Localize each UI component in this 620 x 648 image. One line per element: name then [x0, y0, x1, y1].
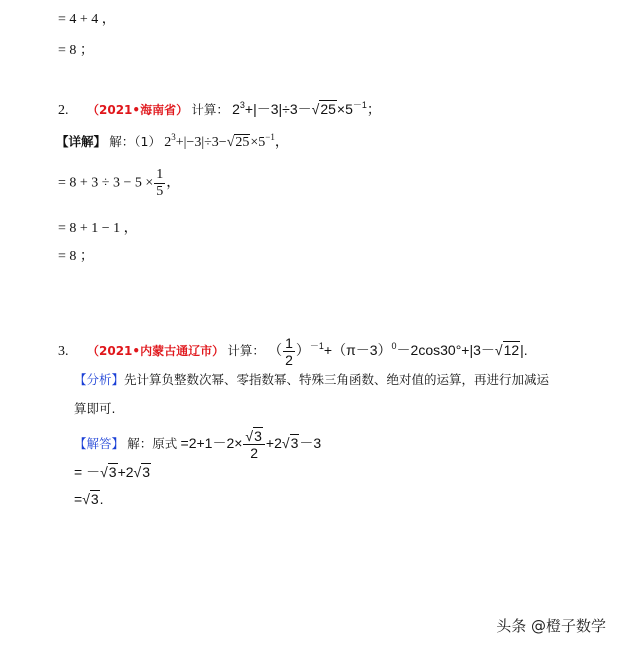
solution-prefix: 解：（1） [109, 134, 161, 149]
sqrt-icon: √3 [281, 435, 299, 452]
answer-prefix: 解：原式 [127, 436, 178, 452]
problem-expression: （ $\frac{1}{2}$ ）$^{-1}+(\pi-3)^0-2\cos 30^\circ+|3-√12|$. [268, 335, 528, 368]
answer-line-1 [74, 428, 321, 461]
answer-expression: =2+1－2× $\frac{√3}{2}$ +2√3－3 [180, 428, 322, 461]
answer-line-2: = －√3+2√3 [74, 464, 151, 480]
analysis-line-1 [74, 371, 549, 389]
answer-line-3: =√3. [74, 491, 104, 507]
sqrt-icon: √12 [494, 342, 520, 359]
analysis-line-2: 算即可. [74, 401, 116, 416]
fraction: $\frac{1}{2}$ [285, 335, 293, 368]
sqrt-icon: √3 [133, 464, 151, 480]
p1-step-1: = 4 + 4 ， [58, 12, 116, 27]
problem-2-solution-line [56, 133, 289, 152]
sqrt-icon: √25 [226, 135, 250, 150]
p2-step-3: = 8 + 1 − 1 ， [58, 221, 138, 236]
answer-label: 【解答】 [74, 436, 125, 452]
prompt-label: 计算： [191, 102, 229, 117]
sqrt-icon: √3 [82, 491, 99, 507]
solution-label: 【详解】 [56, 134, 107, 149]
problem-expression: $2^3+|-3|\div 3-√25\times 5^{-1}$； [232, 100, 381, 117]
problem-3-statement [58, 335, 528, 368]
fraction: $\frac{1}{5}$ [156, 167, 164, 199]
problem-number: 3. [58, 344, 69, 360]
p2-step-4: = 8 ； [58, 249, 94, 264]
sqrt-icon: √25 [311, 101, 336, 117]
problem-source: （2021•内蒙古通辽市） [87, 344, 225, 359]
problem-number: 2. [58, 103, 69, 118]
watermark: 头条 @橙子数学 [496, 617, 606, 635]
p2-step-2: = 8 + 3 ÷ 3 − 5 × $\frac{1}{5}$ ， [58, 167, 181, 199]
problem-2-statement [58, 100, 381, 120]
fraction: $\frac{√3}{2}$ [243, 428, 264, 461]
p1-step-2: = 8 ； [58, 43, 94, 58]
solution-expression: $2^3+|-3|\div 3-√25\times 5^{-1}$， [164, 132, 289, 150]
problem-source: （2021•海南省） [87, 103, 189, 117]
sqrt-icon: √3 [245, 428, 262, 444]
analysis-text: 先计算负整数次幂、零指数幂、特殊三角函数、绝对值的运算，再进行加减运 [124, 372, 550, 387]
analysis-label: 【分析】 [74, 372, 125, 387]
sqrt-icon: √3 [100, 464, 117, 480]
prompt-label: 计算： [227, 343, 265, 359]
